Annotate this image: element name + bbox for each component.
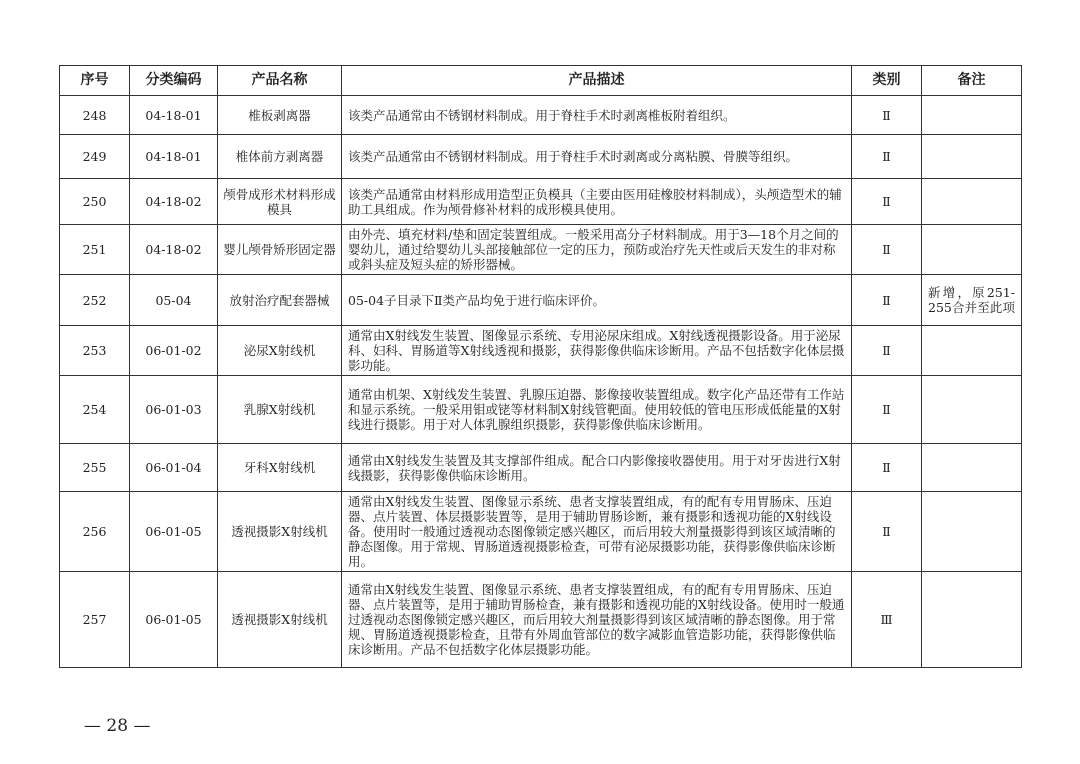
table-row [60, 376, 1022, 444]
cell-serial-number: 257 [60, 572, 130, 668]
cell-remarks: 新增，原251-255合并至此项 [922, 275, 1022, 326]
cell-remarks [922, 179, 1022, 225]
table-row [60, 135, 1022, 179]
header-class: 类别 [852, 66, 922, 96]
table-row [60, 275, 1022, 326]
cell-product-name: 放射治疗配套器械 [218, 275, 342, 326]
cell-serial-number: 248 [60, 96, 130, 135]
table-header-row [60, 66, 1022, 96]
header-product-description: 产品描述 [342, 66, 852, 96]
cell-class: Ⅱ [852, 225, 922, 275]
cell-class: Ⅱ [852, 376, 922, 444]
cell-category-code: 06-01-05 [130, 572, 218, 668]
cell-class: Ⅱ [852, 96, 922, 135]
cell-class: Ⅱ [852, 179, 922, 225]
cell-remarks [922, 376, 1022, 444]
cell-product-description: 通常由X射线发生装置、图像显示系统、患者支撑装置组成，有的配有专用胃肠床、压迫器、点片装置等，是用于辅助胃肠检查，兼有摄影和透视功能的X射线设备。使用时一般通过透视动态图像锁定感兴趣区，而后用较大剂量摄影得到该区域清晰的静态图像。用于常规、胃肠道透视摄影检查，且带有外周血管部位的数字减影血管造影功能，获得影像供临床诊断用。产品不包括数字化体层摄影功能。 [342, 572, 852, 668]
cell-product-name: 颅骨成形术材料形成模具 [218, 179, 342, 225]
cell-category-code: 06-01-03 [130, 376, 218, 444]
header-serial-number: 序号 [60, 66, 130, 96]
cell-product-description: 通常由X射线发生装置、图像显示系统、专用泌尿床组成。X射线透视摄影设备。用于泌尿科、妇科、胃肠道等X射线透视和摄影，获得影像供临床诊断用。产品不包括数字化体层摄影功能。 [342, 326, 852, 376]
cell-serial-number: 251 [60, 225, 130, 275]
cell-serial-number: 255 [60, 444, 130, 492]
cell-class: Ⅲ [852, 572, 922, 668]
cell-category-code: 05-04 [130, 275, 218, 326]
cell-category-code: 04-18-02 [130, 179, 218, 225]
cell-product-name: 婴儿颅骨矫形固定器 [218, 225, 342, 275]
cell-class: Ⅱ [852, 135, 922, 179]
cell-product-description: 该类产品通常由不锈钢材料制成。用于脊柱手术时剥离或分离粘膜、骨膜等组织。 [342, 135, 852, 179]
cell-product-name: 泌尿X射线机 [218, 326, 342, 376]
cell-product-description: 通常由X射线发生装置、图像显示系统、患者支撑装置组成，有的配有专用胃肠床、压迫器、点片装置、体层摄影装置等，是用于辅助胃肠诊断，兼有摄影和透视功能的X射线设备。使用时一般通过透视动态图像锁定感兴趣区，而后用较大剂量摄影得到该区域清晰的静态图像。用于常规、胃肠道透视摄影检查，可带有泌尿摄影功能，获得影像供临床诊断用。 [342, 492, 852, 572]
cell-category-code: 06-01-02 [130, 326, 218, 376]
cell-product-description: 通常由机架、X射线发生装置、乳腺压迫器、影像接收装置组成。数字化产品还带有工作站和显示系统。一般采用钼或铑等材料制X射线管靶面。使用较低的管电压形成低能量的X射线进行摄影。用于对人体乳腺组织摄影，获得影像供临床诊断用。 [342, 376, 852, 444]
cell-serial-number: 256 [60, 492, 130, 572]
cell-serial-number: 253 [60, 326, 130, 376]
table-row [60, 572, 1022, 668]
cell-remarks [922, 96, 1022, 135]
cell-class: Ⅱ [852, 444, 922, 492]
cell-product-name: 椎板剥离器 [218, 96, 342, 135]
cell-remarks [922, 572, 1022, 668]
cell-serial-number: 250 [60, 179, 130, 225]
cell-product-name: 牙科X射线机 [218, 444, 342, 492]
cell-category-code: 04-18-02 [130, 225, 218, 275]
header-category-code: 分类编码 [130, 66, 218, 96]
cell-class: Ⅱ [852, 275, 922, 326]
cell-remarks [922, 225, 1022, 275]
table-row [60, 492, 1022, 572]
cell-remarks [922, 326, 1022, 376]
cell-category-code: 04-18-01 [130, 96, 218, 135]
table-row [60, 179, 1022, 225]
cell-product-name: 乳腺X射线机 [218, 376, 342, 444]
cell-product-description: 通常由X射线发生装置及其支撑部件组成。配合口内影像接收器使用。用于对牙齿进行X射线摄影，获得影像供临床诊断用。 [342, 444, 852, 492]
cell-product-name: 透视摄影X射线机 [218, 572, 342, 668]
cell-serial-number: 252 [60, 275, 130, 326]
product-catalog-table [59, 65, 1022, 668]
cell-remarks [922, 135, 1022, 179]
table-row [60, 225, 1022, 275]
cell-class: Ⅱ [852, 492, 922, 572]
cell-class: Ⅱ [852, 326, 922, 376]
cell-remarks [922, 492, 1022, 572]
cell-product-description: 由外壳、填充材料/垫和固定装置组成。一般采用高分子材料制成。用于3—18个月之间的婴幼儿，通过给婴幼儿头部接触部位一定的压力，预防或治疗先天性或后天发生的非对称或斜头症及短头症的矫形器械。 [342, 225, 852, 275]
header-product-name: 产品名称 [218, 66, 342, 96]
cell-product-name: 椎体前方剥离器 [218, 135, 342, 179]
table-row [60, 326, 1022, 376]
cell-product-name: 透视摄影X射线机 [218, 492, 342, 572]
cell-product-description: 该类产品通常由不锈钢材料制成。用于脊柱手术时剥离椎板附着组织。 [342, 96, 852, 135]
cell-serial-number: 249 [60, 135, 130, 179]
cell-category-code: 04-18-01 [130, 135, 218, 179]
cell-product-description: 05-04子目录下Ⅱ类产品均免于进行临床评价。 [342, 275, 852, 326]
cell-product-description: 该类产品通常由材料形成用造型正负模具（主要由医用硅橡胶材料制成），头颅造型术的辅助工具组成。作为颅骨修补材料的成形模具使用。 [342, 179, 852, 225]
cell-category-code: 06-01-04 [130, 444, 218, 492]
page-number: — 28 — [84, 716, 151, 736]
table-row [60, 96, 1022, 135]
cell-category-code: 06-01-05 [130, 492, 218, 572]
cell-remarks [922, 444, 1022, 492]
header-remarks: 备注 [922, 66, 1022, 96]
cell-serial-number: 254 [60, 376, 130, 444]
table-row [60, 444, 1022, 492]
